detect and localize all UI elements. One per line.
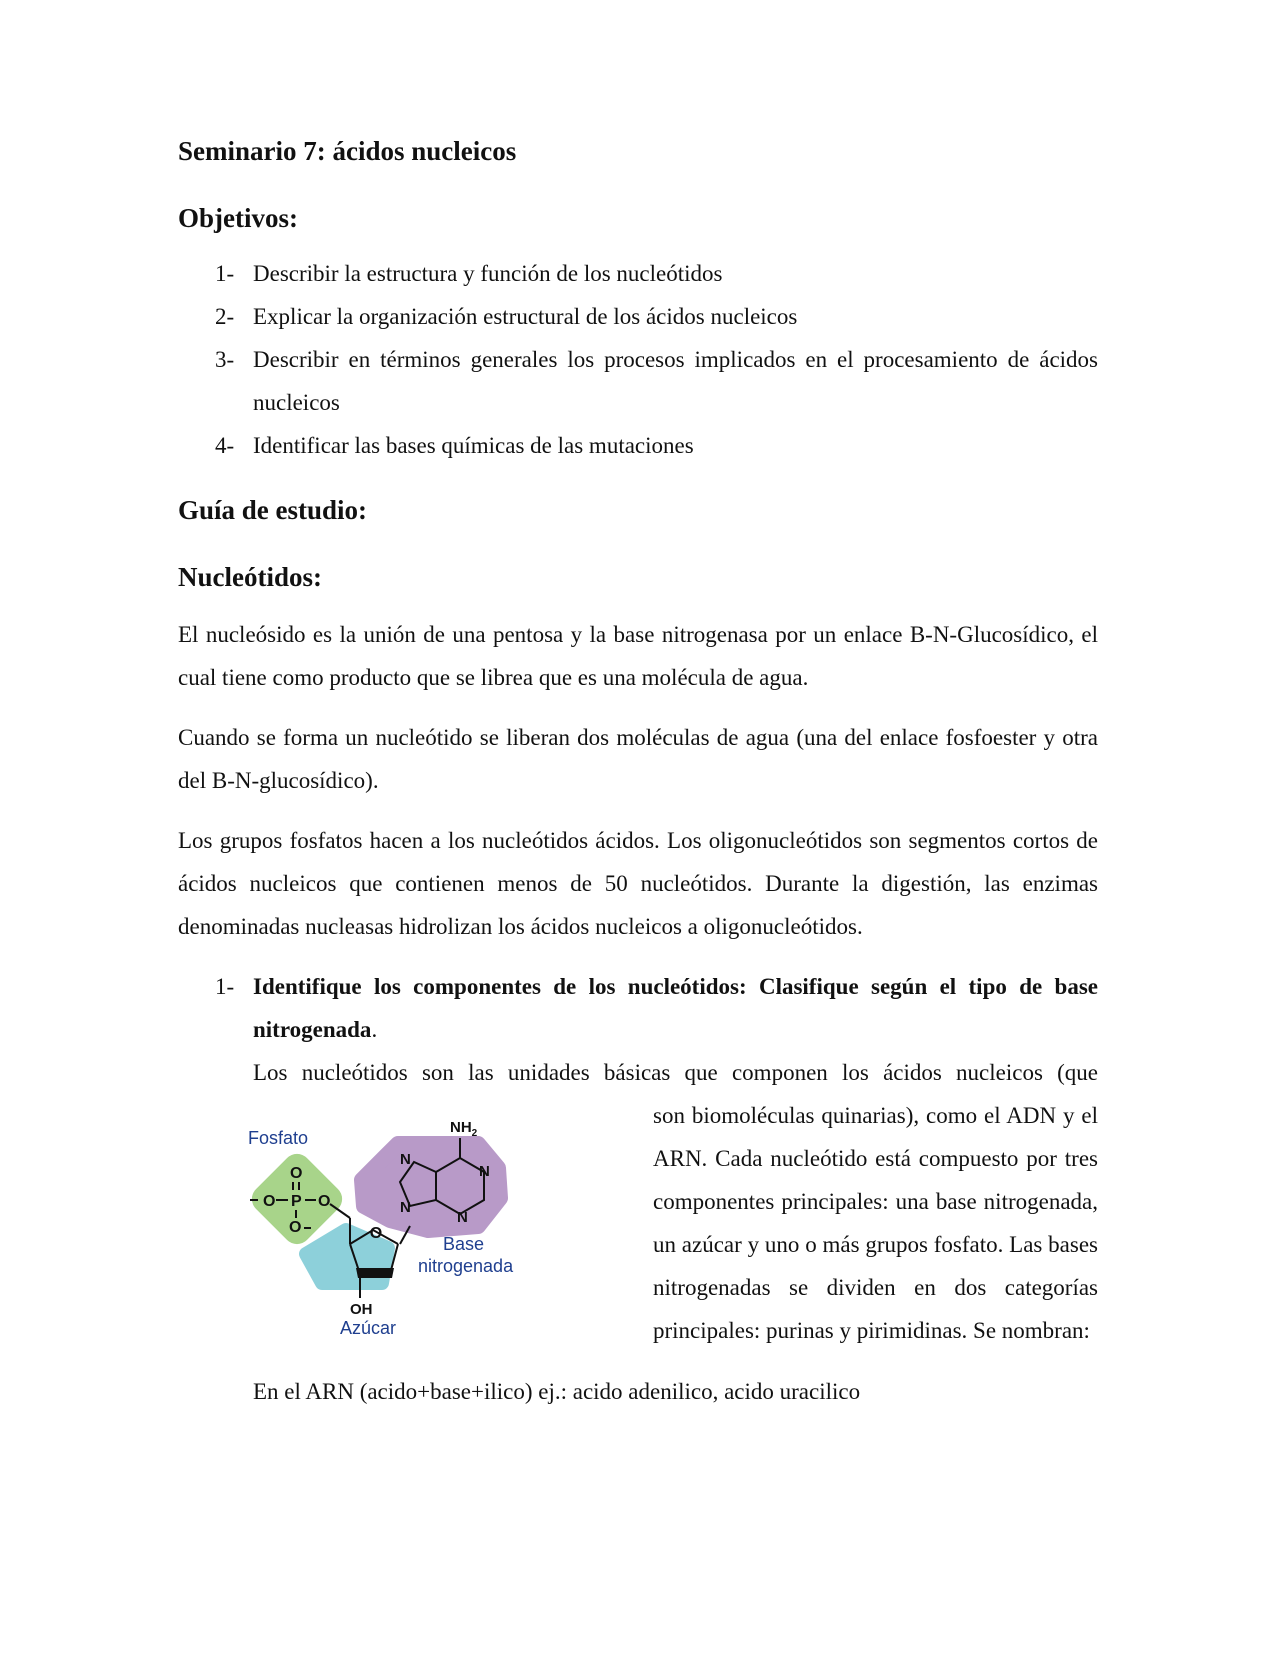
question-title-text: Identifique los componentes de los nucleótidos: Clasifique según el tipo de base nitrogenada (253, 974, 1098, 1042)
nucleotide-figure (178, 1098, 578, 1370)
base-shape (362, 1144, 500, 1230)
list-item (178, 338, 1098, 424)
base-nitrogen-7: N (400, 1151, 411, 1168)
list-item (178, 424, 1098, 467)
phosphate-atom: P (291, 1193, 302, 1210)
list-text: Describir en términos generales los procesos implicados en el procesamiento de ácidos nucleicos (253, 347, 1098, 415)
list-text: Describir la estructura y función de los nucleótidos (253, 261, 723, 286)
base-label-line-2: nitrogenada (418, 1256, 514, 1276)
question-body-wrap: son biomoléculas quinarias), como el ADN y el ARN. Cada nucleótido está compuesto por tres componentes principales: una base nitrogenada, un azúcar y uno o más grupos fosfato. Las bases nitrogenadas se dividen en dos categorías principales: purinas y pirimidinas. Se nombran: (653, 1103, 1098, 1343)
list-item (178, 295, 1098, 338)
base-label-line-1: Base (443, 1234, 485, 1254)
question-body-lead: Los nucleótidos son las unidades básicas que componen los ácidos nucleicos (que (253, 1060, 1098, 1085)
list-item (178, 252, 1098, 295)
question-after-line: En el ARN (acido+base+ilico) ej.: acido adenilico, acido uracilico (253, 1379, 861, 1404)
question-title-period: . (371, 1017, 378, 1042)
phosphate-oxygen-bottom: O (289, 1219, 302, 1236)
phosphate-oxygen-left: O (263, 1193, 276, 1210)
list-number: 2- (215, 304, 235, 329)
question-item (178, 965, 1098, 1413)
question-title (253, 965, 1098, 1051)
sugar-label: Azúcar (340, 1318, 397, 1338)
nucleotide-diagram (178, 1098, 578, 1370)
document-page (178, 138, 1098, 1413)
amino-group-subscript: 2 (471, 1128, 478, 1139)
phosphate-oxygen-top: O (290, 1165, 303, 1182)
objectives-heading: Objetivos: (178, 203, 298, 233)
nucleotides-heading: Nucleótidos: (178, 562, 322, 592)
amino-group-text: NH (450, 1119, 472, 1136)
list-number: 4- (215, 433, 235, 458)
sugar-bold-edge (356, 1268, 394, 1278)
sugar-hydroxyl: OH (350, 1301, 373, 1318)
base-nitrogen-1: N (479, 1163, 490, 1180)
question-number: 1- (215, 974, 235, 999)
paragraph-phosphate-groups: Los grupos fosfatos hacen a los nucleótidos ácidos. Los oligonucleótidos son segmentos cortos de ácidos nucleicos que contienen menos de 50 nucleótidos. Durante la digestión, las enzimas denominadas nucleasas hidrolizan los ácidos nucleicos a oligonucleótidos. (178, 828, 1098, 939)
sugar-oxygen: O (369, 1225, 383, 1242)
phosphate-oxygen-right: O (318, 1193, 331, 1210)
list-text: Identificar las bases químicas de las mutaciones (253, 433, 694, 458)
list-text: Explicar la organización estructural de los ácidos nucleicos (253, 304, 798, 329)
base-nitrogen-9: N (400, 1199, 411, 1216)
study-guide-heading: Guía de estudio: (178, 495, 368, 525)
list-number: 3- (215, 347, 235, 372)
phosphate-label: Fosfato (248, 1128, 309, 1148)
base-nitrogen-3: N (457, 1209, 468, 1226)
paragraph-nucleoside: El nucleósido es la unión de una pentosa y la base nitrogenasa por un enlace B-N-Glucosídico, el cual tiene como producto que se librea que es una molécula de agua. (178, 622, 1098, 690)
paragraph-nucleotide-formation: Cuando se forma un nucleótido se liberan dos moléculas de agua (una del enlace fosfoester y otra del B-N-glucosídico). (178, 725, 1098, 793)
page-title: Seminario 7: ácidos nucleicos (178, 136, 517, 166)
list-number: 1- (215, 261, 235, 286)
objectives-list (178, 252, 1098, 467)
question-content (248, 965, 1098, 1413)
